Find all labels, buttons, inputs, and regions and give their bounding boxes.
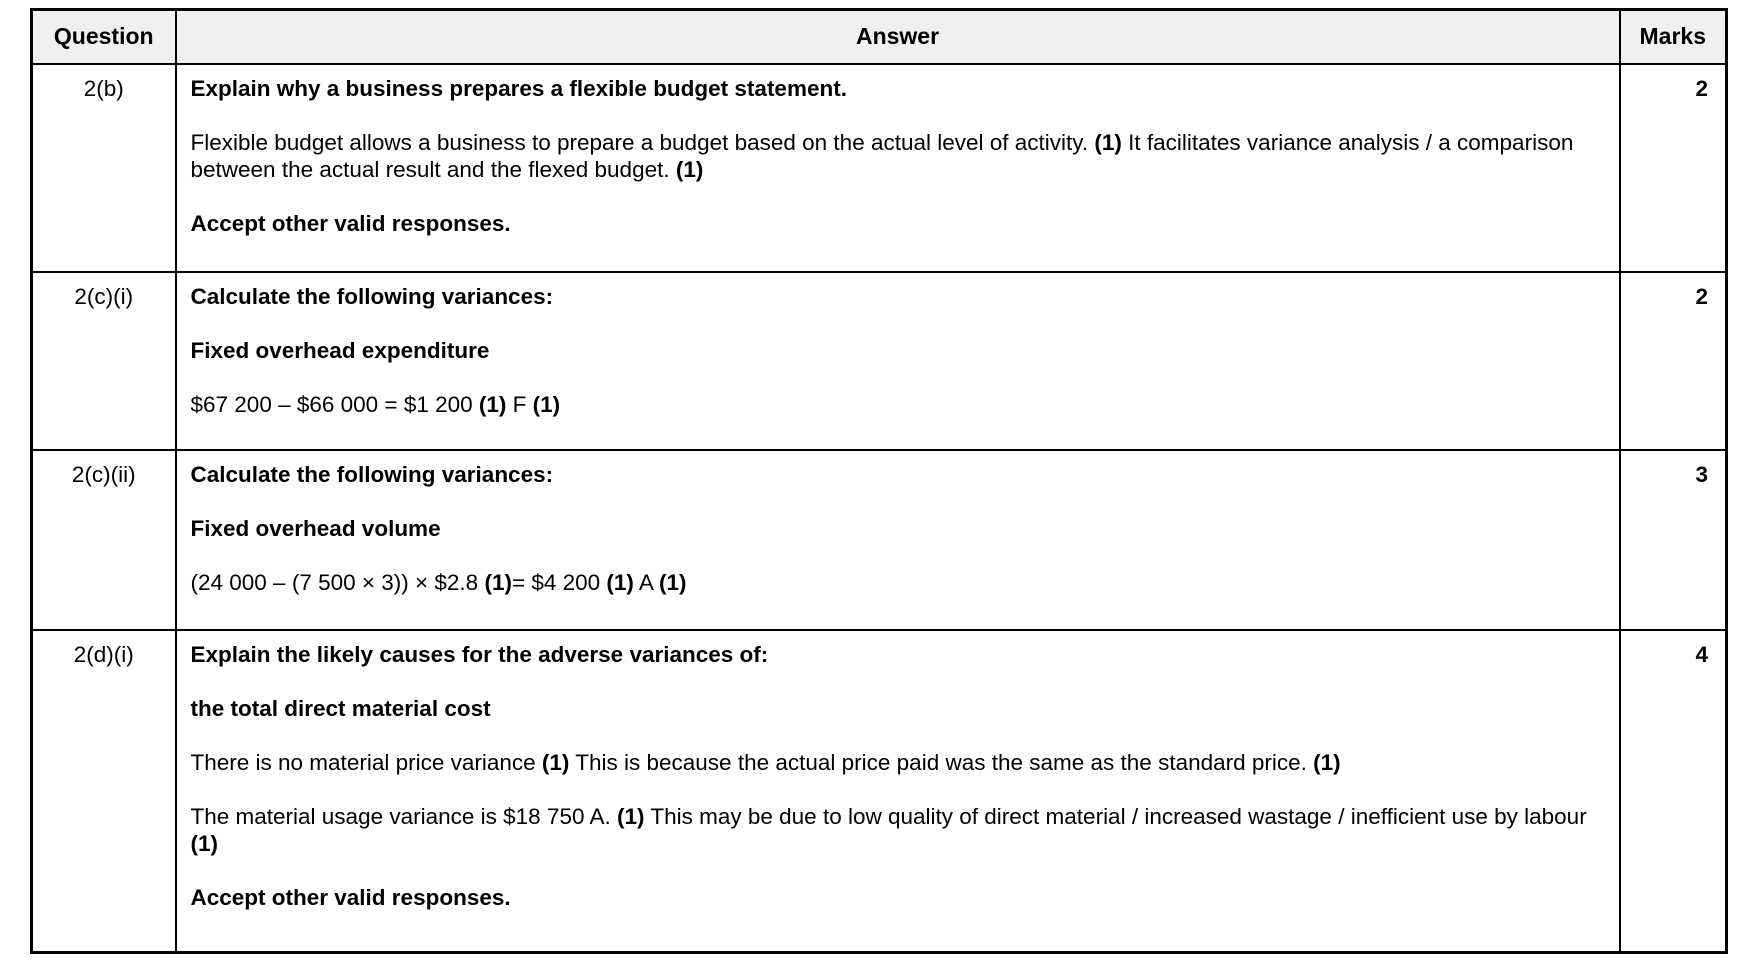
bold-run: Accept other valid responses. (190, 210, 511, 236)
answer-paragraph (191, 391, 1611, 418)
bold-run: (1) (617, 803, 645, 829)
answer-paragraph (191, 129, 1611, 183)
answer-paragraph (191, 641, 1611, 668)
bold-run: Calculate the following variances: (190, 461, 554, 487)
text-run: $67 200 – $66 000 = $1 200 (190, 391, 479, 417)
answer-cell (176, 450, 1620, 630)
text-run: A (633, 569, 659, 595)
text-run: = $4 200 (511, 569, 607, 595)
bold-run: Explain the likely causes for the adverse variances of: (190, 641, 769, 667)
column-header-question: Question (32, 10, 176, 64)
bold-run: (1) (658, 569, 687, 595)
column-header-marks: Marks (1620, 10, 1727, 64)
mark-scheme-body (32, 64, 1727, 953)
bold-run: Fixed overhead expenditure (190, 337, 490, 363)
text-run: This is because the actual price paid was the same as the standard price. (569, 749, 1314, 775)
answer-cell (176, 272, 1620, 450)
answer-cell (176, 630, 1620, 953)
bold-run: (1) (532, 391, 561, 417)
question-number-cell: 2(b) (32, 64, 176, 272)
bold-run: the total direct material cost (190, 695, 491, 721)
bold-run: Accept other valid responses. (190, 884, 511, 910)
bold-run: (1) (1313, 749, 1341, 775)
text-run: (24 000 – (7 500 × 3)) × $2.8 (190, 569, 485, 595)
answer-cell (176, 64, 1620, 272)
text-run: F (506, 391, 533, 417)
table-row (32, 272, 1727, 450)
text-run: The material usage variance is $18 750 A. (190, 803, 618, 829)
bold-run: (1) (478, 391, 507, 417)
bold-run: (1) (541, 749, 570, 775)
answer-paragraph (191, 210, 1611, 237)
answer-paragraph (191, 695, 1611, 722)
question-number-cell: 2(d)(i) (32, 630, 176, 953)
table-row (32, 450, 1727, 630)
answer-paragraph (191, 884, 1611, 911)
answer-paragraph (191, 569, 1611, 596)
answer-paragraph (191, 75, 1611, 102)
text-run: Flexible budget allows a business to prepare a budget based on the actual level of activity. (190, 129, 1095, 155)
question-number-cell: 2(c)(ii) (32, 450, 176, 630)
text-run: This may be due to low quality of direct material / increased wastage / inefficient use by labour (644, 803, 1587, 829)
header-row (32, 10, 1727, 64)
bold-run: (1) (675, 156, 704, 182)
answer-paragraph (191, 515, 1611, 542)
answer-paragraph (191, 803, 1611, 857)
table-row (32, 630, 1727, 953)
bold-run: (1) (190, 830, 218, 856)
question-number-cell: 2(c)(i) (32, 272, 176, 450)
text-run: There is no material price variance (190, 749, 542, 775)
answer-paragraph (191, 337, 1611, 364)
bold-run: Fixed overhead volume (190, 515, 441, 541)
table-row (32, 64, 1727, 272)
answer-paragraph (191, 461, 1611, 488)
marks-cell: 4 (1620, 630, 1727, 953)
column-header-answer: Answer (176, 10, 1620, 64)
marks-cell: 2 (1620, 272, 1727, 450)
bold-run: Explain why a business prepares a flexible budget statement. (190, 75, 847, 101)
answer-paragraph (191, 749, 1611, 776)
text-run: It facilitates variance analysis / a comparison between the actual result and the flexed budget. (190, 129, 1574, 182)
marks-cell: 3 (1620, 450, 1727, 630)
bold-run: (1) (1094, 129, 1122, 155)
bold-run: (1) (606, 569, 634, 595)
marks-cell: 2 (1620, 64, 1727, 272)
mark-scheme-table (30, 8, 1728, 954)
bold-run: (1) (484, 569, 512, 595)
answer-paragraph (191, 283, 1611, 310)
bold-run: Calculate the following variances: (190, 283, 554, 309)
